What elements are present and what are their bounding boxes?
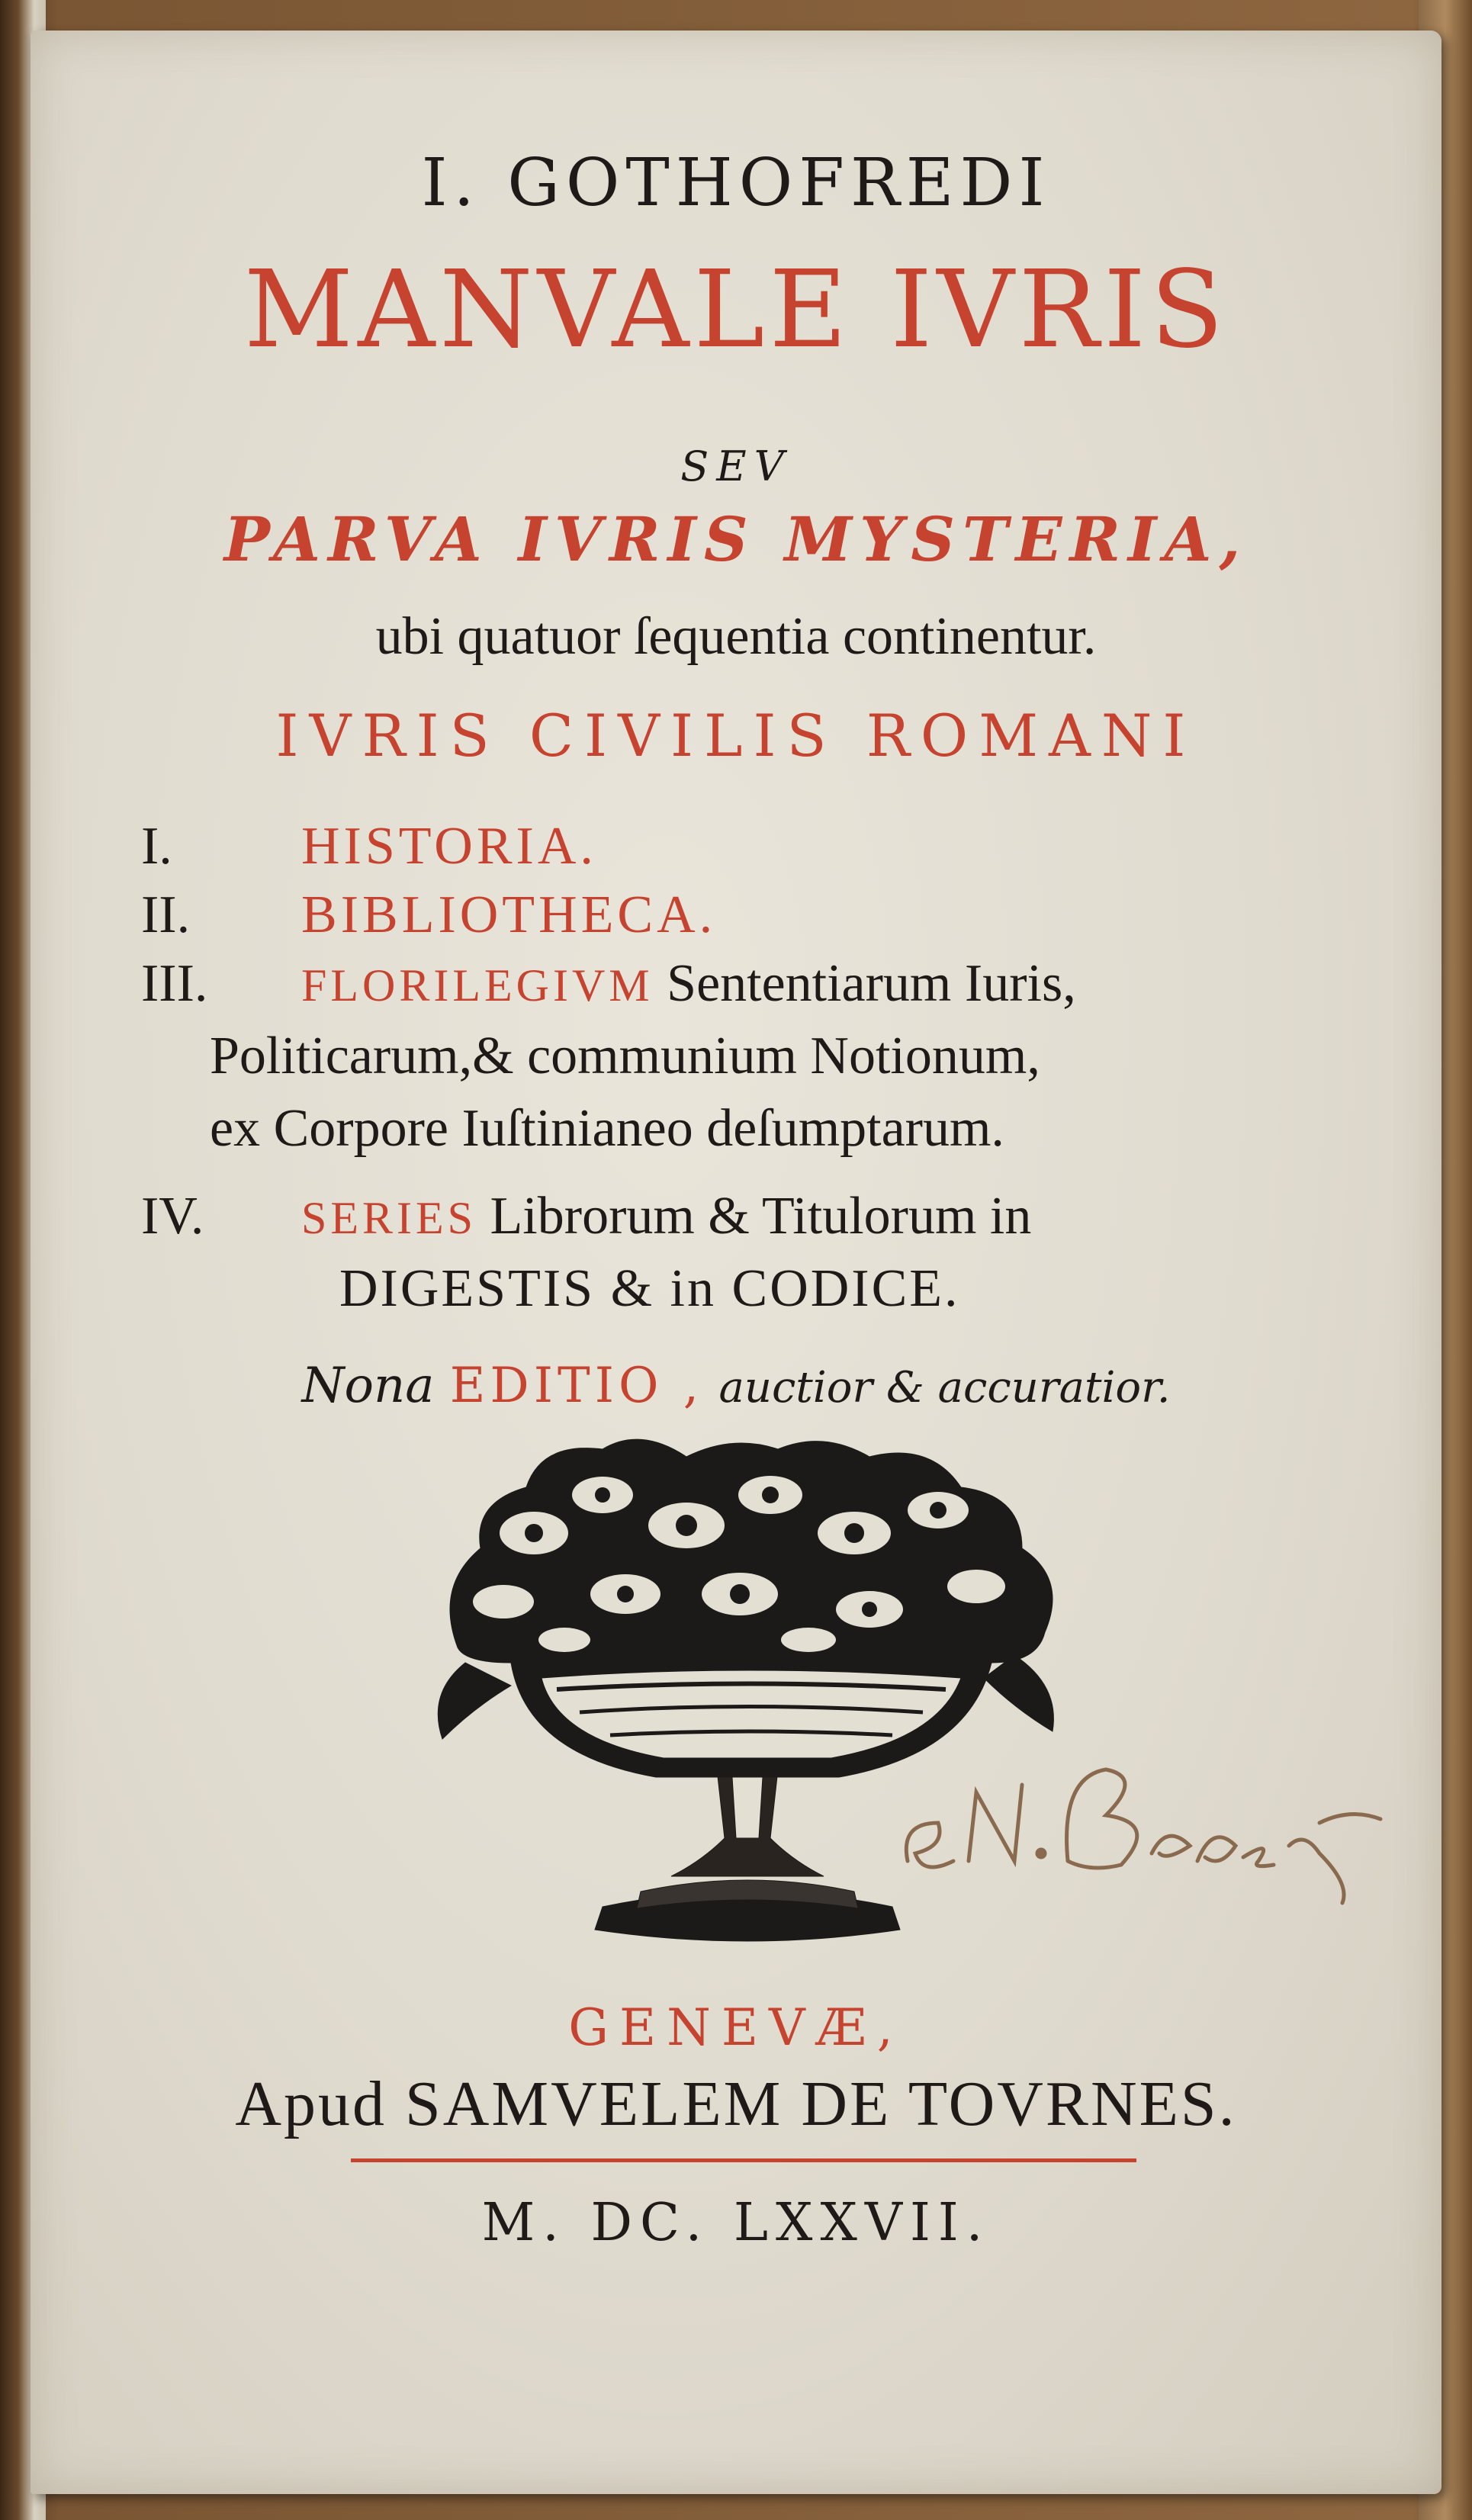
contents-label: BIBLIOTHECA.: [301, 886, 717, 944]
contents-number: I.: [141, 817, 172, 876]
contents-entry: [301, 1186, 1031, 1247]
contents-number: III.: [141, 954, 208, 1013]
contents-text: Librorum & Titulorum in: [490, 1187, 1032, 1246]
contents-continuation: Politicarum,& communium Notionum,: [210, 1027, 1040, 1085]
contents-entry: [301, 953, 1076, 1014]
place-line: GENEVÆ,: [568, 1998, 904, 2057]
publisher-line: Apud SAMVELEM DE TOVRNES.: [235, 2068, 1237, 2139]
title-page: [31, 31, 1441, 2494]
contents-label: HISTORIA.: [301, 817, 597, 876]
subtitle-line: PARVA IVRIS MYSTERIA,: [223, 503, 1249, 575]
author-line: I. GOTHOFREDI: [421, 145, 1051, 221]
red-rule-divider: [351, 2158, 1136, 2162]
contents-number: II.: [141, 886, 191, 944]
contents-label: FLORILEGIVM: [301, 960, 654, 1011]
edition-prefix: Nona: [301, 1358, 435, 1414]
edition-label: EDITIO ,: [449, 1358, 704, 1414]
contents-continuation: ex Corpore Iuſtinianeo deſumptarum.: [210, 1099, 1004, 1158]
edition-suffix: auctior & accuratior.: [718, 1363, 1171, 1413]
section-heading: IVRIS CIVILIS ROMANI: [275, 702, 1197, 770]
handwritten-signature: [892, 1731, 1411, 1907]
date-line: M. DC. LXXVII.: [481, 2193, 991, 2253]
contents-number: IV.: [141, 1187, 204, 1246]
contents-label: SERIES: [301, 1193, 477, 1243]
seu-line: SEV: [680, 442, 792, 490]
edition-line: [31, 1358, 1441, 1414]
main-title: MANVALE IVRIS: [243, 248, 1229, 372]
description-line: ubi quatuor ſequentia continentur.: [375, 607, 1097, 666]
contents-text: Sententiarum Iuris,: [667, 954, 1076, 1013]
contents-continuation: DIGESTIS & in CODICE.: [339, 1259, 960, 1318]
